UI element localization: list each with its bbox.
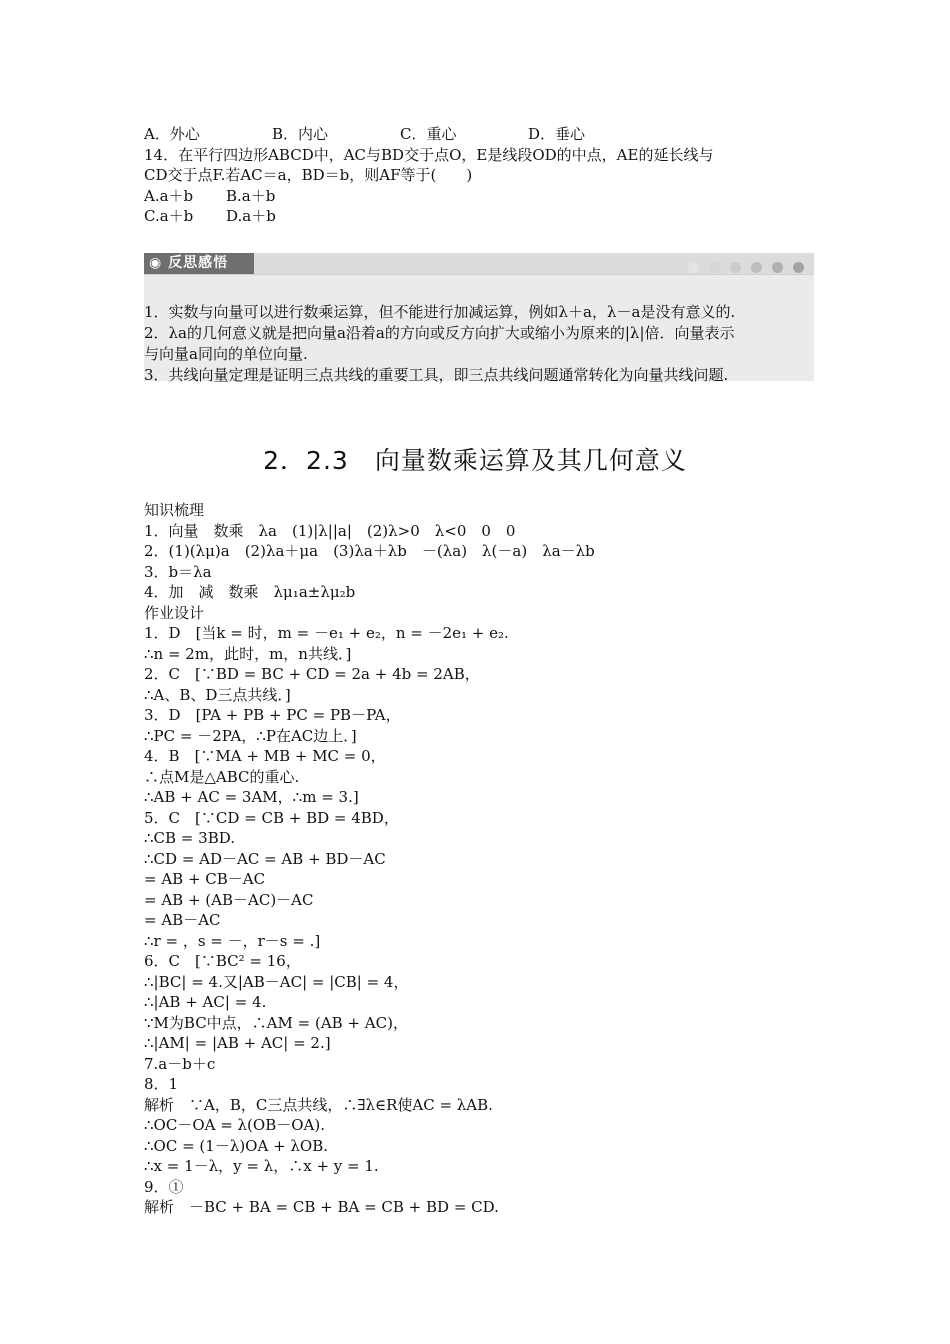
answer-line: 9．① (144, 1177, 184, 1196)
q14-option-b: B.a＋b (226, 186, 276, 205)
answer-line: 解析 －BC + BA = CB + BA = CB + BD = CD. (144, 1198, 499, 1216)
answer-line: 3．b＝λa (144, 562, 212, 581)
answer-line: 8．1 (144, 1075, 179, 1093)
answer-line: 6．C [∵BC² = 16， (144, 952, 301, 970)
reflection-header (144, 253, 814, 275)
answer-line: 3．D [PA + PB + PC = PB－PA， (144, 706, 401, 724)
answer-line: 1．D [当k = 时，m = －e₁ + e₂，n = －2e₁ + e₂. (144, 624, 509, 642)
reflection-line: 3．共线向量定理是证明三点共线的重要工具，即三点共线问题通常转化为向量共线问题. (144, 366, 729, 384)
q13-options (144, 124, 816, 145)
answer-line: 4．B [∵MA + MB + MC = 0， (144, 747, 386, 765)
answer-line: 作业设计 (144, 603, 205, 622)
question-block (144, 124, 816, 227)
answer-line: 5．C [∵CD = CB + BD = 4BD， (144, 808, 399, 827)
answer-line: ∴AB + AC = 3AM，∴m = 3.] (144, 788, 359, 806)
answer-line: ∴PC = －2PA，∴P在AC边上．] (144, 726, 357, 745)
q14-options-row1 (144, 186, 816, 207)
reflection-heading: ◉ 反思感悟 (144, 253, 254, 274)
option-d: D．垂心 (528, 125, 586, 143)
answer-line: ∴|BC| = 4.又|AB－AC| = |CB| = 4， (144, 972, 409, 991)
answer-line: 4．加 减 数乘 λμ₁a±λμ₂b (144, 583, 356, 601)
dot-icon (772, 262, 783, 273)
answer-line: ∴CB = 3BD. (144, 829, 235, 847)
answer-line: ∴OC = (1－λ)OA + λOB. (144, 1136, 329, 1155)
dot-icon (709, 262, 720, 273)
answer-line: 2．(1)(λμ)a (2)λa＋μa (3)λa＋λb －(λa) λ(－a) λa－λb (144, 542, 595, 560)
answer-line: 1．向量 数乘 λa (1)|λ||a| (2)λ>0 λ<0 0 0 (144, 521, 516, 540)
reflection-line: 1．实数与向量可以进行数乘运算，但不能进行加减运算，例如λ＋a，λ－a是没有意义的. (144, 303, 736, 321)
q14-options-row2 (144, 206, 816, 227)
answer-line: ∵M为BC中点，∴AM = (AB + AC)， (144, 1013, 408, 1032)
reflection-box (144, 253, 814, 384)
answer-line: = AB + CB－AC (144, 870, 266, 888)
answer-line: = AB－AC (144, 911, 221, 929)
q14-option-a: A.a＋b (144, 186, 194, 205)
option-c: C．重心 (400, 125, 457, 143)
reflection-body (144, 302, 814, 386)
answer-line: 2．C [∵BD = BC + CD = 2a + 4b = 2AB， (144, 665, 480, 683)
decorative-dots (678, 258, 804, 277)
answer-line: ∴CD = AD－AC = AB + BD－AC (144, 849, 386, 868)
answer-line: 知识梳理 (144, 501, 205, 519)
answer-line: ∴|AM| = |AB + AC| = 2.] (144, 1034, 331, 1052)
q14-line2: CD交于点F.若AC＝a，BD＝b，则AF等于( ) (144, 166, 473, 184)
option-a: A．外心 (144, 125, 200, 143)
answer-line: ∴OC－OA = λ(OB－OA). (144, 1116, 325, 1134)
answer-line: ∴|AB + AC| = 4. (144, 993, 267, 1011)
answer-line: ∴r = ，s = －，r－s = .] (144, 931, 321, 950)
q14-line1: 14．在平行四边形ABCD中，AC与BD交于点O，E是线段OD的中点，AE的延长线与 (144, 145, 714, 164)
answer-line: 解析 ∵A，B，C三点共线，∴∃λ∈R使AC = λAB. (144, 1095, 493, 1114)
q14-option-c: C.a＋b (144, 207, 194, 225)
reflection-line: 2．λa的几何意义就是把向量a沿着a的方向或反方向扩大或缩小为原来的|λ|倍．向量表示 (144, 324, 735, 342)
section-title: 2．2.3 向量数乘运算及其几何意义 (263, 446, 687, 475)
dot-icon (751, 262, 762, 273)
option-b: B．内心 (272, 125, 329, 143)
dot-icon (730, 262, 741, 273)
answer-section (144, 500, 816, 1218)
answer-line: ∴n = 2m，此时，m，n共线．] (144, 644, 352, 663)
q14-option-d: D.a＋b (226, 207, 276, 225)
answer-line: ∴x = 1－λ，y = λ，∴x + y = 1. (144, 1157, 379, 1175)
answer-line: 7.a－b＋c (144, 1054, 216, 1073)
dot-icon (793, 262, 804, 273)
answer-line: = AB + (AB－AC)－AC (144, 890, 314, 909)
answer-line: ∴点M是△ABC的重心. (144, 767, 300, 786)
reflection-line: 与向量a同向的单位向量. (144, 345, 308, 363)
answer-line: ∴A、B、D三点共线．] (144, 685, 291, 704)
dot-icon (688, 262, 699, 273)
